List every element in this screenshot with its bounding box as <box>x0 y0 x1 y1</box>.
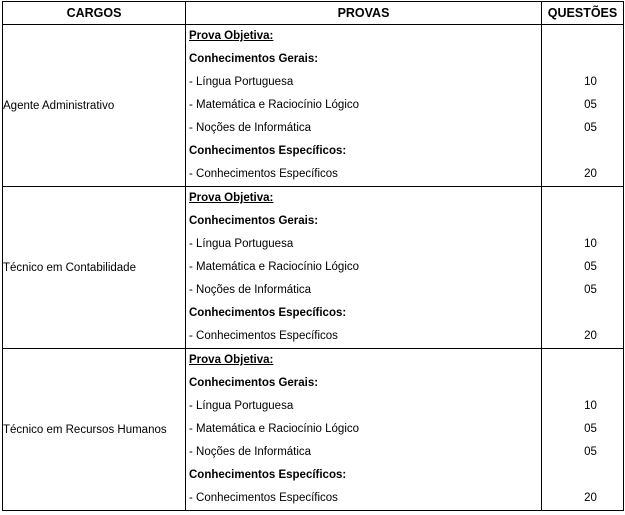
table-row <box>3 25 624 187</box>
question-count-value: 05 <box>584 99 597 111</box>
questoes-cell <box>542 349 624 511</box>
questoes-cell <box>542 187 624 349</box>
question-count <box>542 487 623 510</box>
question-count <box>542 256 623 279</box>
subject-name: - Matemática e Raciocínio Lógico <box>189 99 360 111</box>
question-count <box>542 94 623 117</box>
subject-name: - Noções de Informática <box>189 284 312 296</box>
empty-line <box>542 25 623 48</box>
question-count <box>542 441 623 464</box>
question-count <box>542 117 623 140</box>
cargo-cell: Agente Administrativo <box>3 25 186 187</box>
table-row <box>3 187 624 349</box>
subject-name: - Noções de Informática <box>189 446 312 458</box>
empty-line <box>542 464 623 487</box>
question-count-value: 05 <box>584 423 597 435</box>
empty-line <box>542 302 623 325</box>
provas-cell <box>186 187 542 349</box>
subject-name: - Língua Portuguesa <box>189 400 294 412</box>
table-row <box>3 349 624 511</box>
question-count-value: 05 <box>584 261 597 273</box>
conhecimentos-especificos-label: Conhecimentos Específicos: <box>189 307 347 319</box>
subject-name: - Conhecimentos Específicos <box>189 492 338 504</box>
question-count-value: 10 <box>584 400 597 412</box>
header-questoes: QUESTÕES <box>542 2 624 25</box>
cargo-cell: Técnico em Recursos Humanos <box>3 349 186 511</box>
empty-line <box>542 349 623 372</box>
empty-line <box>542 210 623 233</box>
cargo-cell: Técnico em Contabilidade <box>3 187 186 349</box>
question-count <box>542 71 623 94</box>
exam-table <box>2 1 624 511</box>
header-row <box>3 2 624 25</box>
question-count <box>542 395 623 418</box>
provas-cell <box>186 25 542 187</box>
subject-name: - Conhecimentos Específicos <box>189 168 338 180</box>
question-count-value: 20 <box>584 492 597 504</box>
conhecimentos-gerais-label: Conhecimentos Gerais: <box>189 377 319 389</box>
empty-line <box>542 187 623 210</box>
empty-line <box>542 48 623 71</box>
question-count-value: 05 <box>584 284 597 296</box>
question-count-value: 05 <box>584 122 597 134</box>
provas-cell <box>186 349 542 511</box>
question-count-value: 20 <box>584 330 597 342</box>
subject-name: - Noções de Informática <box>189 122 312 134</box>
prova-objetiva-label: Prova Objetiva: <box>189 30 274 42</box>
prova-objetiva-label: Prova Objetiva: <box>189 192 274 204</box>
conhecimentos-gerais-label: Conhecimentos Gerais: <box>189 215 319 227</box>
prova-objetiva-label: Prova Objetiva: <box>189 354 274 366</box>
subject-name: - Conhecimentos Específicos <box>189 330 338 342</box>
question-count-value: 20 <box>584 168 597 180</box>
subject-name: - Matemática e Raciocínio Lógico <box>189 423 360 435</box>
question-count-value: 05 <box>584 446 597 458</box>
question-count-value: 10 <box>584 76 597 88</box>
question-count <box>542 418 623 441</box>
table-body <box>3 25 624 511</box>
conhecimentos-gerais-label: Conhecimentos Gerais: <box>189 53 319 65</box>
question-count-value: 10 <box>584 238 597 250</box>
question-count <box>542 163 623 186</box>
subject-name: - Língua Portuguesa <box>189 76 294 88</box>
question-count <box>542 233 623 256</box>
empty-line <box>542 372 623 395</box>
header-cargos: CARGOS <box>3 2 186 25</box>
question-count <box>542 279 623 302</box>
questoes-cell <box>542 25 624 187</box>
subject-name: - Língua Portuguesa <box>189 238 294 250</box>
subject-name: - Matemática e Raciocínio Lógico <box>189 261 360 273</box>
header-provas: PROVAS <box>186 2 542 25</box>
empty-line <box>542 140 623 163</box>
conhecimentos-especificos-label: Conhecimentos Específicos: <box>189 469 347 481</box>
conhecimentos-especificos-label: Conhecimentos Específicos: <box>189 145 347 157</box>
question-count <box>542 325 623 348</box>
